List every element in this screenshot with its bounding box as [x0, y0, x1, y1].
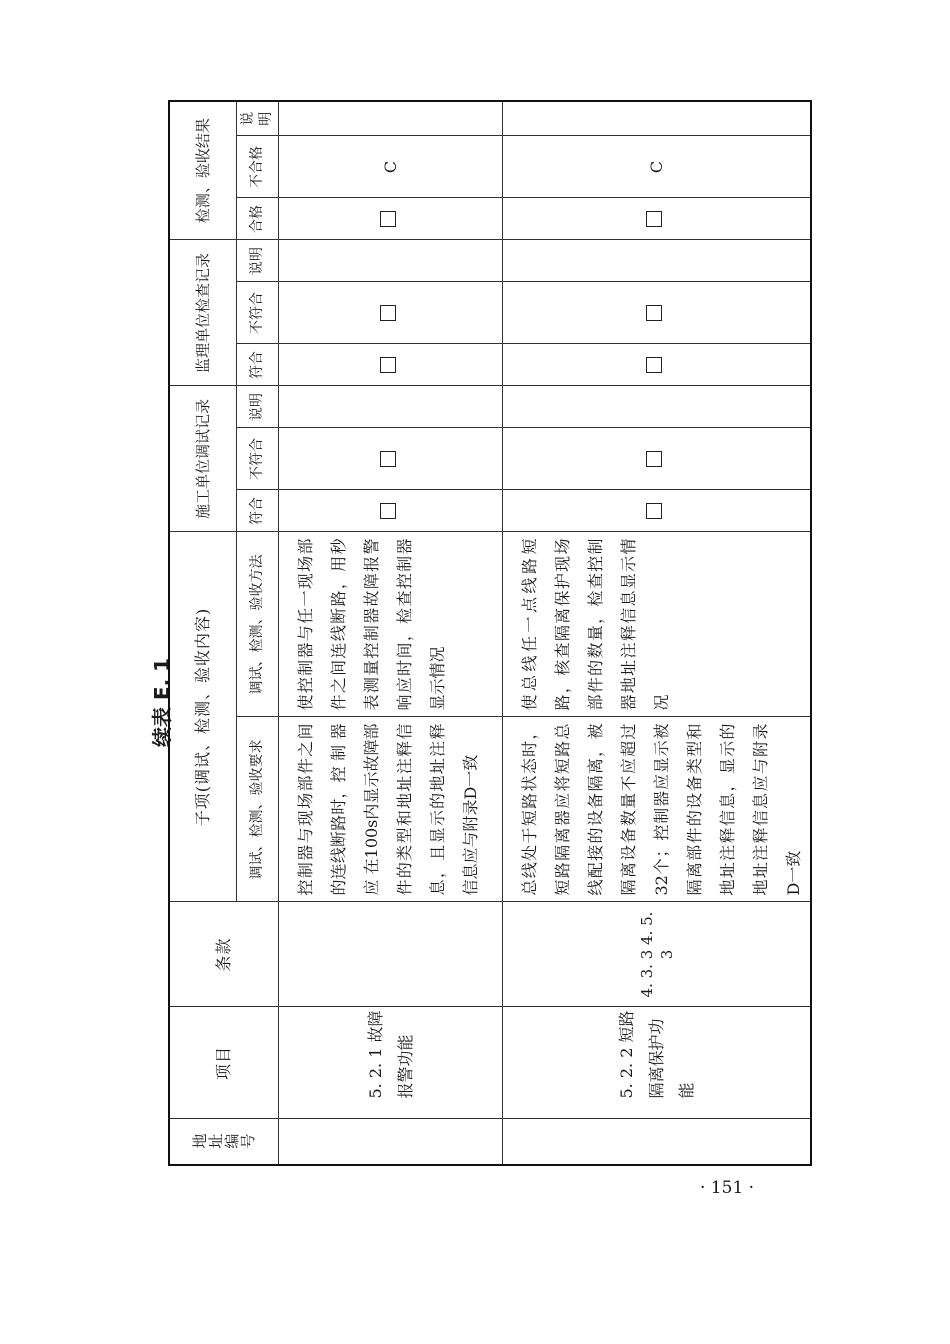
- checkbox-icon: [646, 211, 662, 227]
- project-cell: 5. 2. 2 短路隔离保护功能: [503, 1007, 812, 1119]
- header-supervision: 监理单位检查记录: [169, 240, 236, 386]
- construction-note-cell: [279, 386, 503, 428]
- project-cell: 5. 2. 1 故障报警功能: [279, 1007, 503, 1119]
- checkbox-icon: [380, 211, 396, 227]
- checkbox-icon: [380, 503, 396, 519]
- result-mark: C: [646, 160, 666, 174]
- table-row: [503, 101, 812, 1165]
- header-supervision-conform: 符合: [236, 344, 279, 386]
- address-cell: [279, 1119, 503, 1165]
- header-construction-conform: 符合: [236, 490, 279, 532]
- checkbox-icon: [380, 305, 396, 321]
- header-construction-nonconform: 不符合: [236, 428, 279, 490]
- header-inspection-note: 说明: [236, 101, 279, 136]
- checkbox-icon: [380, 357, 396, 373]
- requirement-cell: 总线处于短路状态时，短路隔离器应将短路总线配接的设备隔离，被隔离设备数量不应超过32个；控制器应显示被隔离部件的设备类型和地址注释信息，显示的地址注释信息应与附录D一致: [503, 717, 812, 902]
- rotated-table-container: [168, 111, 804, 1166]
- checkbox-icon: [646, 503, 662, 519]
- header-method: 调试、检测、验收方法: [236, 532, 279, 717]
- table-caption-text: 续表 E. 1: [150, 657, 175, 747]
- inspection-note-cell: [279, 101, 503, 136]
- method-cell: 使控制器与任一现场部件之间连线断路，用秒表测量控制器故障报警响应时间，检查控制器显示情况: [279, 532, 503, 717]
- header-subitem: 子项(调试、检测、验收内容): [169, 532, 236, 902]
- header-inspection-pass: 合格: [236, 198, 279, 240]
- inspection-pass-cell: [503, 198, 812, 240]
- supervision-note-cell: [279, 240, 503, 282]
- header-construction-note: 说明: [236, 386, 279, 428]
- header-address: 地址编号: [169, 1119, 279, 1165]
- inspection-note-cell: [503, 101, 812, 136]
- checkbox-icon: [646, 357, 662, 373]
- header-inspection: 检测、验收结果: [169, 101, 236, 240]
- inspection-pass-cell: [279, 198, 503, 240]
- header-clause: 条款: [169, 902, 279, 1007]
- inspection-table: [168, 100, 812, 1166]
- supervision-nonconform-cell: [503, 282, 812, 344]
- clause-cell: [279, 902, 503, 1007]
- construction-nonconform-cell: [503, 428, 812, 490]
- inspection-fail-cell: [503, 136, 812, 198]
- header-supervision-nonconform: 不符合: [236, 282, 279, 344]
- supervision-note-cell: [503, 240, 812, 282]
- inspection-fail-cell: [279, 136, 503, 198]
- header-construction: 施工单位调试记录: [169, 386, 236, 532]
- header-requirement: 调试、检测、验收要求: [236, 717, 279, 902]
- construction-nonconform-cell: [279, 428, 503, 490]
- method-cell: 使总线任一点线路短路，核查隔离保护现场部件的数量，检查控制器地址注释信息显示情况: [503, 532, 812, 717]
- checkbox-icon: [380, 451, 396, 467]
- construction-conform-cell: [279, 490, 503, 532]
- header-inspection-fail: 不合格: [236, 136, 279, 198]
- construction-note-cell: [503, 386, 812, 428]
- checkbox-icon: [646, 451, 662, 467]
- supervision-nonconform-cell: [279, 282, 503, 344]
- checkbox-icon: [646, 305, 662, 321]
- clause-cell: 4. 3. 3 4. 5. 3: [503, 902, 812, 1007]
- address-cell: [503, 1119, 812, 1165]
- result-mark: C: [380, 160, 400, 174]
- supervision-conform-cell: [279, 344, 503, 386]
- header-project: 项目: [169, 1007, 279, 1119]
- supervision-conform-cell: [503, 344, 812, 386]
- construction-conform-cell: [503, 490, 812, 532]
- table-row: [279, 101, 503, 1165]
- requirement-cell: 控制器与现场部件之间的连线断路时，控 制 器 应 在100s内显示故障部件的类型和地址注释信息，且显示的地址注释信息应与附录D一致: [279, 717, 503, 902]
- header-supervision-note: 说明: [236, 240, 279, 282]
- page-number: · 151 ·: [700, 1178, 755, 1198]
